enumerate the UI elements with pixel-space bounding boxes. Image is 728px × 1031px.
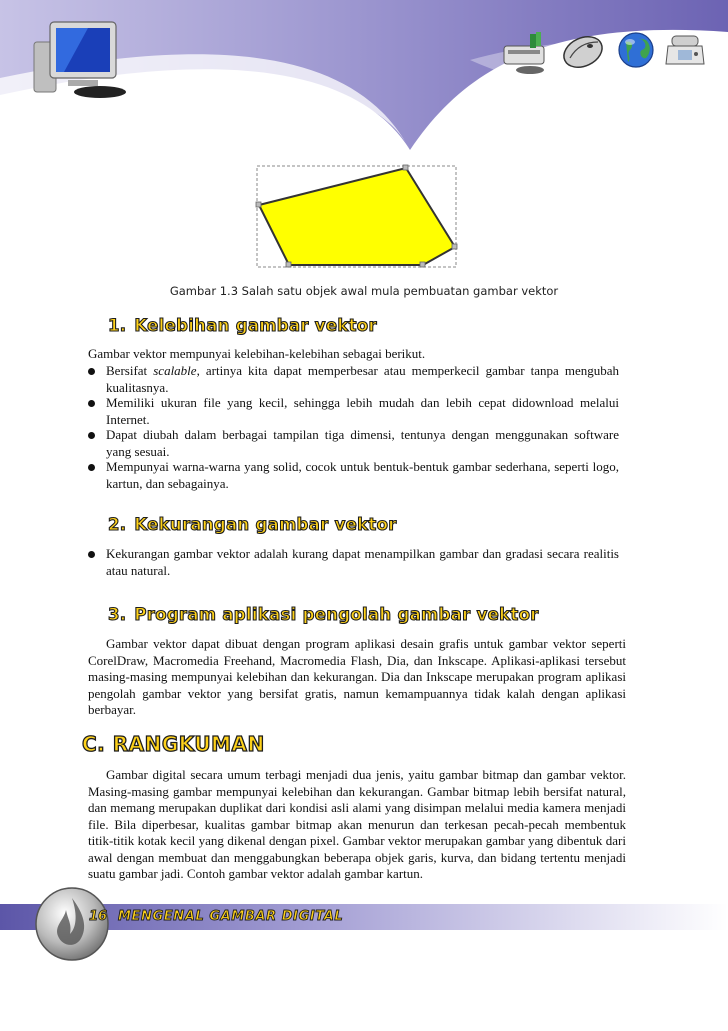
section-number: 2. [108, 515, 127, 534]
footer-banner [0, 880, 728, 990]
telephone-icon [664, 32, 706, 68]
list-item [88, 459, 619, 492]
bullet-text: Mempunyai warna-warna yang solid, cocok untuk bentuk-bentuk gambar sederhana, seperti logo, kartun, dan sebagainya. [106, 459, 619, 491]
list-item [88, 395, 619, 428]
list-item [88, 427, 619, 460]
footer-book-title: MENGENAL GAMBAR DIGITAL [118, 909, 344, 924]
summary-title: C. RANGKUMAN [82, 732, 265, 756]
bullet-icon [88, 432, 95, 439]
node-handle [256, 202, 261, 207]
section-heading-advantages [108, 316, 377, 335]
bullet-icon [88, 400, 95, 407]
vector-shape-figure [255, 163, 461, 271]
bullet-text: Memiliki ukuran file yang kecil, sehingga lebih mudah dan lebih cepat didownload melalui Internet. [106, 395, 619, 427]
emblem-icon [36, 888, 108, 960]
node-handle [286, 262, 291, 267]
section-title: Kelebihan gambar vektor [134, 316, 377, 335]
section-paragraph: Gambar vektor dapat dibuat dengan program aplikasi desain grafis untuk gambar vektor seperti CorelDraw, Macromedia Freehand, Macromedia Flash, Dia, dan Inkscape. Aplikasi-aplikasi tersebut masing-masing mempunyai kelebihan dan kekurangan. Dia dan Inkscape merupakan program aplikasi pengolah gambar vektor yang bersifat gratis, namun kemampuannya tidak kalah dengan aplikasi berbayar. [88, 636, 626, 717]
bullet-text: Kekurangan gambar vektor adalah kurang dapat menampilkan gambar dan gradasi secara realitis atau natural. [106, 546, 619, 578]
bullet-emphasis: scalable [153, 363, 197, 378]
section-title: Program aplikasi pengolah gambar vektor [134, 605, 539, 624]
bullet-icon [88, 368, 95, 375]
list-item [88, 363, 619, 396]
bullet-icon [88, 551, 95, 558]
bullet-text: Bersifat [106, 363, 154, 378]
bullet-text: , artinya kita dapat memperbesar atau memperkecil gambar tanpa mengubah kualitasnya. [106, 363, 619, 395]
section-number: 3. [108, 605, 127, 624]
node-handle [452, 244, 457, 249]
router-icon [500, 30, 550, 76]
section-number: 1. [108, 316, 127, 335]
figure-caption: Gambar 1.3 Salah satu objek awal mula pembuatan gambar vektor [169, 284, 559, 298]
mouse-icon [560, 32, 606, 72]
node-handle [403, 165, 408, 170]
section-heading-applications [108, 605, 539, 624]
globe-icon [616, 30, 656, 70]
section-heading-disadvantages [108, 515, 397, 534]
section-intro: Gambar vektor mempunyai kelebihan-kelebihan sebagai berikut. [88, 346, 426, 361]
bullet-text: Dapat diubah dalam berbagai tampilan tiga dimensi, tentunya dengan menggunakan software yang sesuai. [106, 427, 619, 459]
yellow-polygon [259, 168, 455, 265]
node-handle [420, 262, 425, 267]
page-number: 16 [89, 909, 108, 924]
list-item [88, 546, 619, 579]
monitor-icon [28, 18, 126, 98]
bullet-icon [88, 464, 95, 471]
section-title: Kekurangan gambar vektor [134, 515, 397, 534]
summary-paragraph: Gambar digital secara umum terbagi menjadi dua jenis, yaitu gambar bitmap dan gambar vektor. Masing-masing gambar mempunyai kelebihan dan kekurangan. Gambar bitmap lebih bersifat natural, dan memang merupakan duplikat dari kondisi asli alami yang disimpan melalui media kamera menjadi file. Bila diperbesar, kualitas gambar bitmap akan menurun dan terkesan pecah-pecah membentuk titik-titik kotak kecil yang dikenal dengan pixel. Gambar vektor merupakan gambar yang dibentuk dari awal dengan membuat dan menggabungkan beberapa objek garis, kurva, dan bidang tertentu menjadi suatu gambar jadi. Contoh gambar vektor adalah gambar kartun. [88, 767, 626, 881]
